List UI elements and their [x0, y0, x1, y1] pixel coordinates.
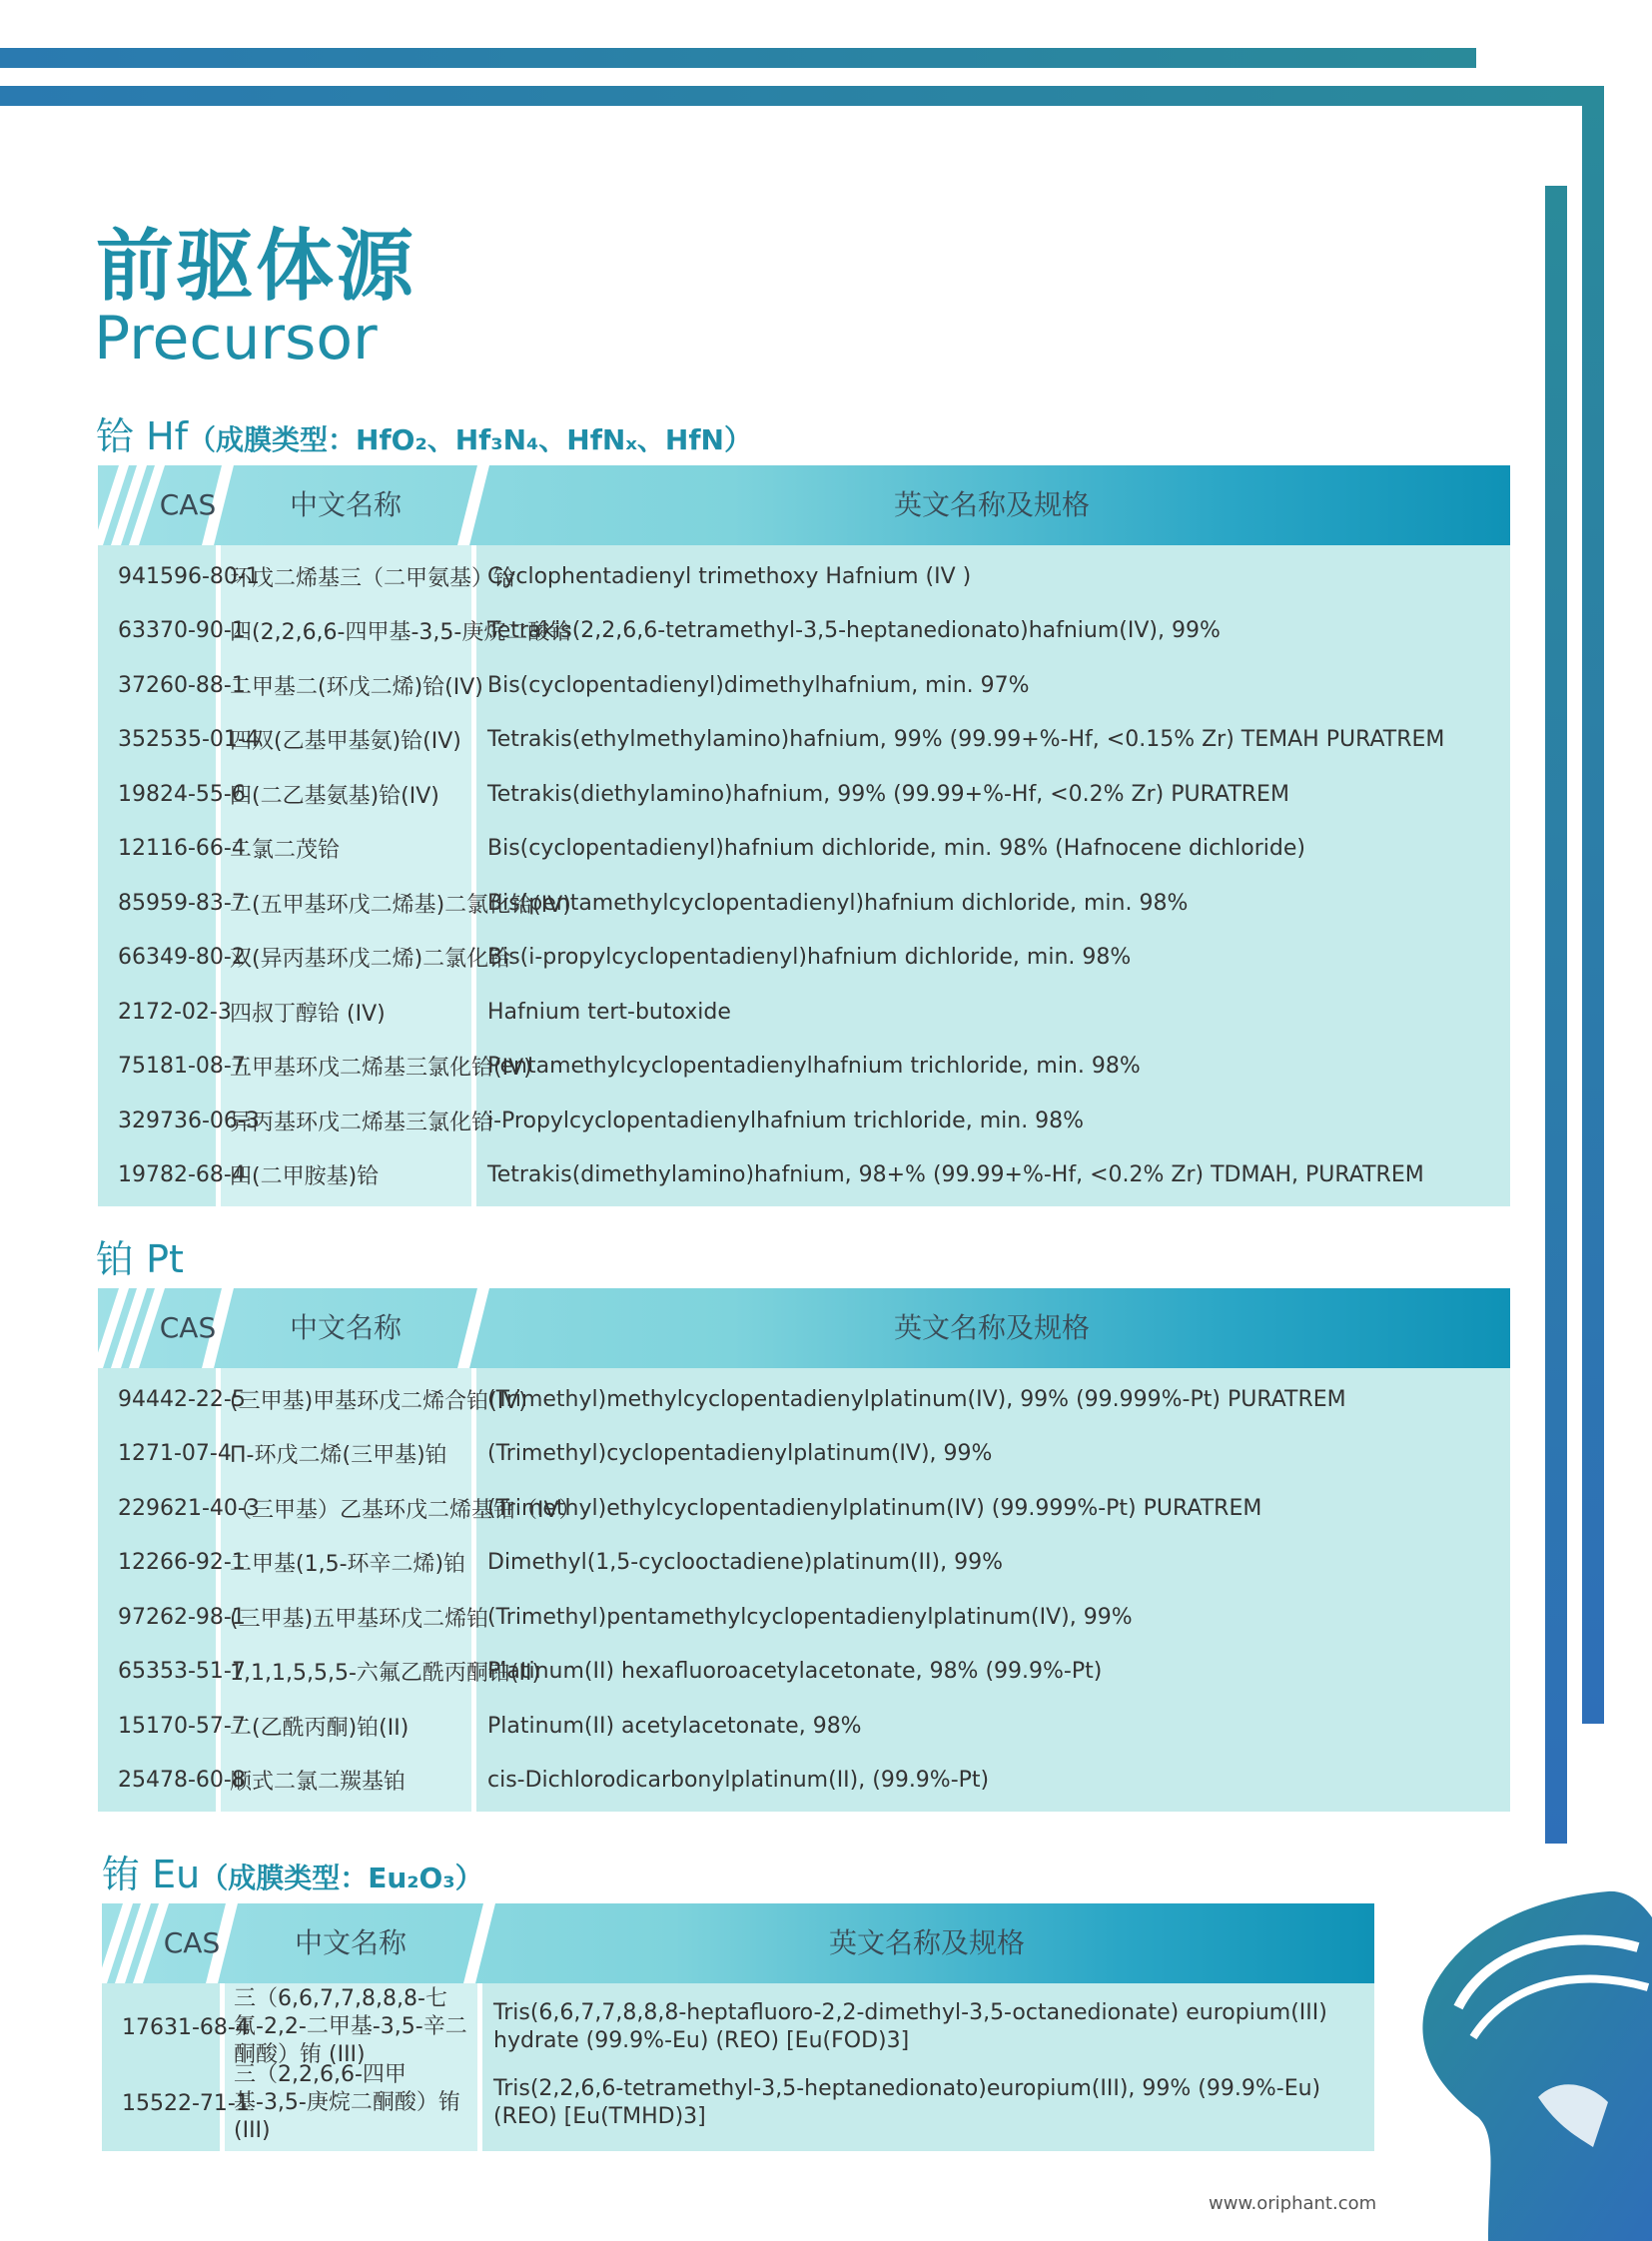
cas-cell	[118, 822, 246, 877]
cas-cell	[118, 1699, 246, 1754]
cas-cell	[118, 767, 246, 822]
cas-cell	[118, 1094, 260, 1148]
en-name-cell	[493, 1989, 1364, 2065]
cn-name-cell	[230, 1148, 463, 1203]
cas-cell-text: 19782-68-4	[118, 1162, 246, 1188]
header-cas: CAS	[163, 1926, 221, 1959]
en-name-cell	[487, 1094, 1500, 1148]
cn-name-cell-text: 顺式二氯二羰基铂	[230, 1770, 407, 1796]
header-cn-name: 中文名称	[294, 1926, 407, 1959]
en-name-cell	[487, 1481, 1500, 1536]
cas-cell	[118, 876, 246, 931]
table-row	[102, 1986, 1374, 2067]
table-row	[98, 931, 1510, 986]
header-en-name: 英文名称及规格	[893, 488, 1090, 521]
table-row	[98, 713, 1510, 768]
website-url: www.oriphant.com	[1209, 2193, 1377, 2214]
cn-name-cell	[230, 549, 516, 604]
table-row	[98, 1148, 1510, 1203]
cas-cell-text: 352535-01-4	[118, 727, 260, 753]
header-cn-name: 中文名称	[289, 488, 402, 521]
en-name-cell-text: Platinum(II) hexafluoroacetylacetonate, 98% (99.9%-Pt)	[487, 1659, 1103, 1685]
cn-name-cell	[230, 604, 572, 659]
en-name-cell	[487, 1536, 1500, 1591]
en-name-cell	[487, 1372, 1500, 1427]
cas-cell-text: 37260-88-1	[118, 672, 246, 698]
cn-name-cell	[230, 658, 483, 713]
table-header	[98, 1288, 1510, 1368]
section-title-eu	[102, 1844, 483, 1898]
cas-cell-text: 941596-80-1	[118, 563, 260, 589]
table-row	[98, 1754, 1510, 1809]
cas-cell-text: 12116-66-4	[118, 836, 246, 862]
section-name: 铕 Eu	[102, 1853, 201, 1896]
en-name-cell	[487, 1040, 1500, 1095]
table-row	[98, 985, 1510, 1040]
section-subtitle: （成膜类型：Eu₂O₃）	[200, 1862, 483, 1894]
cas-cell-text: 75181-08-7	[118, 1054, 246, 1080]
cn-name-cell	[230, 713, 463, 768]
cas-cell-text: 17631-68-4	[122, 2014, 250, 2040]
table-row	[98, 1481, 1510, 1536]
table-row	[98, 1372, 1510, 1427]
hf-table	[98, 465, 1510, 1206]
cas-cell-text: 329736-06-3	[118, 1108, 260, 1133]
cas-cell-text: 19824-55-6	[118, 781, 246, 807]
cas-cell-text: 97262-98-1	[118, 1604, 246, 1630]
cn-name-cell-text: 四叔丁醇铪 (IV)	[230, 1001, 386, 1027]
cas-cell	[122, 1989, 250, 2065]
table-row	[98, 658, 1510, 713]
en-name-cell	[487, 1754, 1500, 1809]
cas-cell	[118, 931, 246, 986]
top-decor-bar-2	[0, 86, 1603, 106]
cas-cell-text: 63370-90-1	[118, 618, 246, 644]
pt-table	[98, 1288, 1510, 1812]
en-name-cell-text: Platinum(II) acetylacetonate, 98%	[487, 1713, 862, 1739]
en-name-cell	[487, 931, 1500, 986]
cn-name-cell	[230, 1040, 532, 1095]
page-title-cn: 前驱体源	[96, 222, 416, 312]
cn-name-cell-text: 四(2,2,6,6-四甲基-3,5-庚烷二酸铪	[230, 620, 572, 646]
en-name-cell	[487, 713, 1500, 768]
cn-name-cell	[230, 1372, 527, 1427]
cn-name-cell-text: 二甲基二(环戊二烯)铪(IV)	[230, 674, 483, 700]
cn-name-cell	[230, 1481, 581, 1536]
table-body	[98, 1368, 1510, 1812]
cas-cell	[118, 1536, 246, 1591]
en-name-cell-text: Bis(cyclopentadienyl)dimethylhafnium, min. 97%	[487, 672, 1030, 698]
en-name-cell	[487, 1427, 1500, 1482]
cas-cell	[118, 1040, 246, 1095]
cn-name-cell-text: 二氯二茂铪	[230, 838, 341, 864]
cas-cell	[118, 1645, 246, 1700]
table-row	[98, 822, 1510, 877]
cas-cell-text: 15522-71-1	[122, 2090, 250, 2116]
table-row	[98, 1699, 1510, 1754]
en-name-cell	[487, 876, 1500, 931]
table-row	[98, 549, 1510, 604]
en-name-cell	[487, 1590, 1500, 1645]
cn-name-cell	[230, 1699, 463, 1754]
cn-name-cell	[230, 822, 463, 877]
en-name-cell-text: Tetrakis(2,2,6,6-tetramethyl-3,5-heptanedionato)hafnium(IV), 99%	[487, 618, 1221, 644]
cn-name-cell-text: 二(五甲基环戊二烯基)二氯化铪(IV)	[230, 892, 571, 918]
table-row	[98, 1590, 1510, 1645]
en-name-cell-text: Tetrakis(dimethylamino)hafnium, 98+% (99.99+%-Hf, <0.2% Zr) TDMAH, PURATREM	[487, 1162, 1424, 1188]
cas-cell	[118, 1754, 246, 1809]
cn-name-cell	[230, 767, 463, 822]
header-cas: CAS	[159, 488, 217, 521]
cn-name-cell	[234, 1986, 469, 2067]
brand-logo	[1418, 1887, 1652, 2241]
en-name-cell-text: Hafnium tert-butoxide	[487, 999, 731, 1025]
cn-name-cell-text: (三甲基)甲基环戊二烯合铂(IV)	[230, 1388, 527, 1414]
cn-name-cell-text: 四双(乙基甲基氨)铪(IV)	[230, 729, 461, 755]
cas-cell	[118, 713, 260, 768]
table-row	[98, 1040, 1510, 1095]
cas-cell-text: 2172-02-3	[118, 999, 232, 1025]
cn-name-cell-text: （三甲基）乙基环戊二烯基铂（IV）	[230, 1497, 581, 1523]
right-decor-bar-2	[1545, 186, 1567, 1844]
cas-cell	[122, 2065, 250, 2141]
section-name: 铂 Pt	[96, 1237, 184, 1281]
cn-name-cell-text: 四(二乙基氨基)铪(IV)	[230, 783, 439, 809]
en-name-cell	[487, 1645, 1500, 1700]
cas-cell-text: 1271-07-4	[118, 1441, 232, 1467]
en-name-cell	[487, 1699, 1500, 1754]
cn-name-cell-text: 异丙基环戊二烯基三氯化铪	[230, 1110, 494, 1135]
cn-name-cell	[230, 931, 511, 986]
cas-cell-text: 229621-40-3	[118, 1495, 260, 1521]
en-name-cell	[493, 2065, 1364, 2141]
cn-name-cell-text: 三（6,6,7,7,8,8,8-七氟-2,2-二甲基-3,5-辛二酮酸）铕 (III)	[234, 1986, 467, 2067]
cas-cell-text: 94442-22-5	[118, 1386, 246, 1412]
en-name-cell-text: Dimethyl(1,5-cyclooctadiene)platinum(II), 99%	[487, 1550, 1003, 1576]
en-name-cell-text: cis-Dichlorodicarbonylplatinum(II), (99.9%-Pt)	[487, 1768, 990, 1794]
right-decor-bar	[1582, 86, 1604, 1724]
table-body	[102, 1983, 1374, 2151]
cn-name-cell-text: 环戊二烯基三（二甲氨基）铪	[230, 565, 516, 591]
en-name-cell-text: Tris(6,6,7,7,8,8,8-heptafluoro-2,2-dimethyl-3,5-octanedionate) europium(III) hydrate (99.9%-Eu) (REO) [Eu(FOD)3]	[493, 2000, 1327, 2053]
header-cn-name: 中文名称	[289, 1311, 402, 1344]
cn-name-cell	[230, 1754, 463, 1809]
table-row	[98, 1645, 1510, 1700]
cas-cell-text: 15170-57-7	[118, 1713, 246, 1739]
cas-cell	[118, 985, 232, 1040]
cn-name-cell-text: 五甲基环戊二烯基三氯化铪(IV)	[230, 1056, 532, 1082]
en-name-cell-text: Tris(2,2,6,6-tetramethyl-3,5-heptanedionato)europium(III), 99% (99.9%-Eu) (REO) [Eu(TMHD)3]	[493, 2076, 1321, 2129]
table-row	[98, 604, 1510, 659]
cn-name-cell	[230, 1427, 463, 1482]
en-name-cell	[487, 604, 1500, 659]
cn-name-cell-text: 二(乙酰丙酮)铂(II)	[230, 1715, 410, 1741]
cn-name-cell	[230, 1590, 489, 1645]
section-title-hf	[96, 405, 752, 460]
eu-table	[102, 1903, 1374, 2151]
cas-cell	[118, 604, 246, 659]
cn-name-cell-text: 四(二甲胺基)铪	[230, 1164, 380, 1190]
table-body	[98, 545, 1510, 1206]
cn-name-cell-text: 二甲基(1,5-环辛二烯)铂	[230, 1552, 466, 1578]
table-row	[98, 1427, 1510, 1482]
en-name-cell-text: Bis(i-propylcyclopentadienyl)hafnium dichloride, min. 98%	[487, 945, 1132, 971]
en-name-cell	[487, 658, 1500, 713]
en-name-cell-text: i-Propylcyclopentadienylhafnium trichloride, min. 98%	[487, 1108, 1085, 1133]
cas-cell	[118, 658, 246, 713]
en-name-cell-text: Tetrakis(ethylmethylamino)hafnium, 99% (99.99+%-Hf, <0.15% Zr) TEMAH PURATREM	[487, 727, 1445, 753]
cas-cell-text: 12266-92-1	[118, 1550, 246, 1576]
cn-name-cell	[230, 876, 571, 931]
header-cas: CAS	[159, 1311, 217, 1344]
cn-name-cell	[230, 1645, 541, 1700]
cas-cell	[118, 549, 260, 604]
en-name-cell	[487, 822, 1500, 877]
cas-cell-text: 85959-83-7	[118, 890, 246, 916]
en-name-cell-text: Bis(cyclopentadienyl)hafnium dichloride, min. 98% (Hafnocene dichloride)	[487, 836, 1305, 862]
page-title-en: Precursor	[94, 304, 378, 374]
en-name-cell-text: (Trimethyl)ethylcyclopentadienylplatinum(IV) (99.999%-Pt) PURATREM	[487, 1495, 1262, 1521]
section-name: 铪 Hf	[96, 414, 189, 458]
en-name-cell-text: (Trimethyl)methylcyclopentadienylplatinum(IV), 99% (99.999%-Pt) PURATREM	[487, 1386, 1346, 1412]
section-title-pt	[96, 1228, 184, 1283]
cas-cell	[118, 1372, 246, 1427]
table-header	[98, 465, 1510, 545]
section-subtitle: （成膜类型：HfO₂、Hf₃N₄、HfNₓ、HfN）	[188, 423, 752, 456]
table-row	[98, 1094, 1510, 1148]
en-name-cell-text: Bis(pentamethylcyclopentadienyl)hafnium dichloride, min. 98%	[487, 890, 1189, 916]
top-decor-bar	[0, 48, 1476, 68]
en-name-cell	[487, 985, 1500, 1040]
en-name-cell-text: Cyclophentadienyl trimethoxy Hafnium (IV )	[487, 563, 972, 589]
cn-name-cell	[230, 1536, 466, 1591]
cn-name-cell	[230, 985, 463, 1040]
header-en-name: 英文名称及规格	[893, 1311, 1090, 1344]
cn-name-cell-text: 三（2,2,6,6-四甲基-3,5-庚烷二酮酸）铕 (III)	[234, 2062, 460, 2143]
cn-name-cell-text: Π-环戊二烯(三甲基)铂	[230, 1443, 447, 1469]
cn-name-cell-text: 1,1,1,5,5,5-六氟乙酰丙酮铂(II)	[230, 1661, 541, 1687]
cn-name-cell	[234, 2062, 469, 2143]
cas-cell	[118, 1148, 246, 1203]
en-name-cell-text: Pentamethylcyclopentadienylhafnium trichloride, min. 98%	[487, 1054, 1141, 1080]
cn-name-cell-text: 双(异丙基环戊二烯)二氯化铪	[230, 947, 511, 973]
cas-cell	[118, 1427, 232, 1482]
cn-name-cell-text: (三甲基)五甲基环戊二烯铂	[230, 1606, 489, 1632]
table-header	[102, 1903, 1374, 1983]
cas-cell-text: 65353-51-7	[118, 1659, 246, 1685]
en-name-cell	[487, 1148, 1500, 1203]
en-name-cell	[487, 767, 1500, 822]
table-row	[98, 767, 1510, 822]
en-name-cell-text: (Trimethyl)pentamethylcyclopentadienylplatinum(IV), 99%	[487, 1604, 1133, 1630]
cn-name-cell	[230, 1094, 494, 1148]
en-name-cell-text: (Trimethyl)cyclopentadienylplatinum(IV), 99%	[487, 1441, 993, 1467]
table-row	[102, 2062, 1374, 2143]
en-name-cell	[487, 549, 1500, 604]
header-en-name: 英文名称及规格	[828, 1926, 1025, 1959]
cas-cell	[118, 1481, 260, 1536]
table-row	[98, 1536, 1510, 1591]
cas-cell-text: 25478-60-8	[118, 1768, 246, 1794]
en-name-cell-text: Tetrakis(diethylamino)hafnium, 99% (99.99+%-Hf, <0.2% Zr) PURATREM	[487, 781, 1289, 807]
cas-cell-text: 66349-80-2	[118, 945, 246, 971]
cas-cell	[118, 1590, 246, 1645]
table-row	[98, 876, 1510, 931]
